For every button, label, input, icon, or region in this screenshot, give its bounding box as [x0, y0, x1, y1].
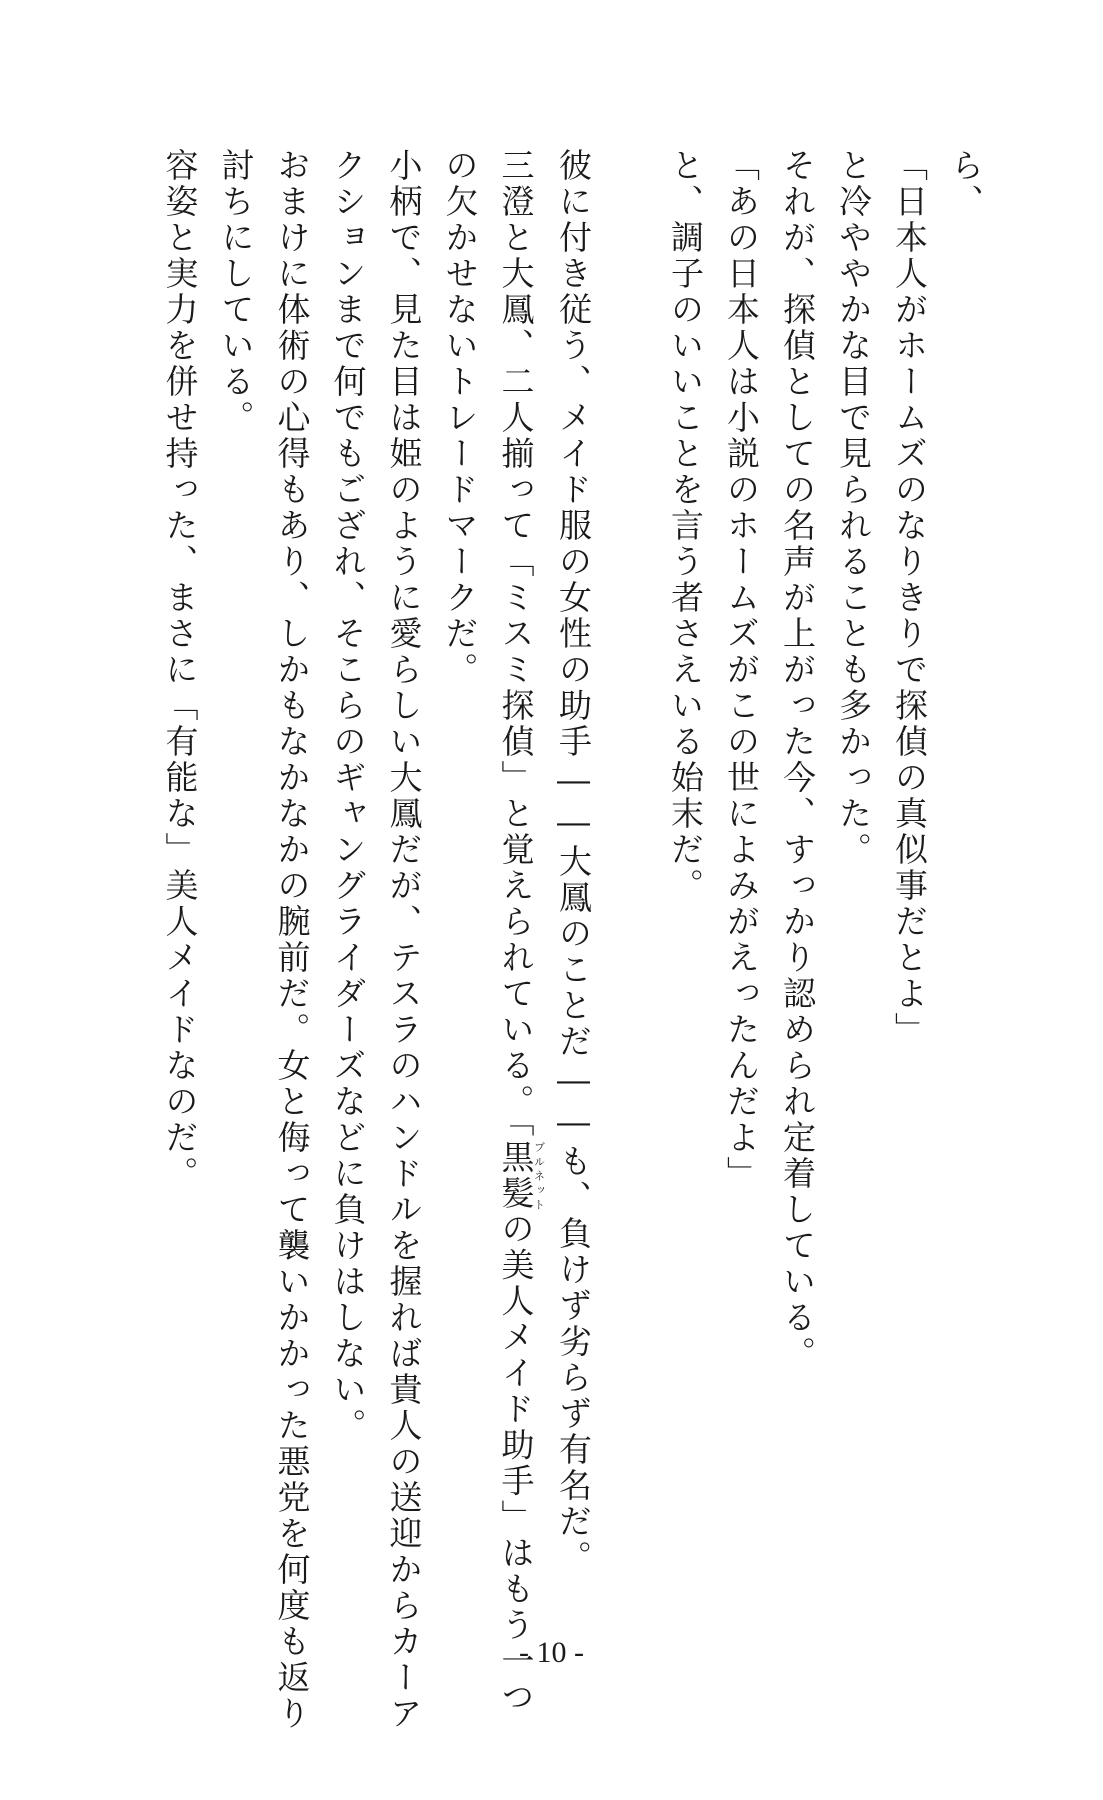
text-line: 容姿と実力を併せ持った、まさに「有能な」美人メイドなのだ。	[160, 148, 200, 1192]
text-line: クションまで何でもござれ、そこらのギャングライダーズなどに負けはしない。	[328, 148, 368, 1444]
text-line: それが、探偵としての名声が上がった今、すっかり認められ定着している。	[778, 148, 817, 1372]
text-line: ら、	[946, 148, 985, 220]
text-line: 彼に付き従う、メイド服の女性の助手――大鳳のことだ――も、負けず劣らず有名だ。	[554, 148, 593, 1576]
ruby-base: 黒髪	[496, 1139, 536, 1212]
text-segment: 三澄と大鳳、二人揃って「ミスミ探偵」と覚えられている。「	[496, 148, 536, 1140]
text-line: 「日本人がホームズのなりきりで探偵の真似事だとよ」	[890, 148, 929, 1048]
ruby-annotation	[496, 1139, 546, 1212]
text-line: と冷ややかな目で見られることも多かった。	[834, 148, 873, 868]
paragraph-break	[601, 148, 657, 1478]
text-line: おまけに体術の心得もあり、しかもなかなかの腕前だ。女と侮って襲いかかった悪党を何度も返り	[272, 148, 312, 1732]
page-number: - 10 -	[519, 1636, 584, 1669]
text-line: の欠かせないトレードマークだ。	[440, 148, 480, 688]
text-line: 討ちにしている。	[216, 148, 256, 436]
text-line: 小柄で、見た目は姫のように愛らしい大鳳だが、テスラのハンドルを握れば貴人の送迎からカーア	[384, 148, 424, 1732]
text-line: と、調子のいいことを言う者さえいる始末だ。	[666, 148, 705, 904]
text-segment: の美人メイド助手」はもう一つ	[496, 1211, 536, 1716]
text-line-with-ruby	[488, 148, 546, 1716]
text-line: 「あの日本人は小説のホームズがこの世によみがえったんだよ」	[722, 148, 761, 1192]
ruby-reading: ブルネット	[532, 1139, 546, 1212]
